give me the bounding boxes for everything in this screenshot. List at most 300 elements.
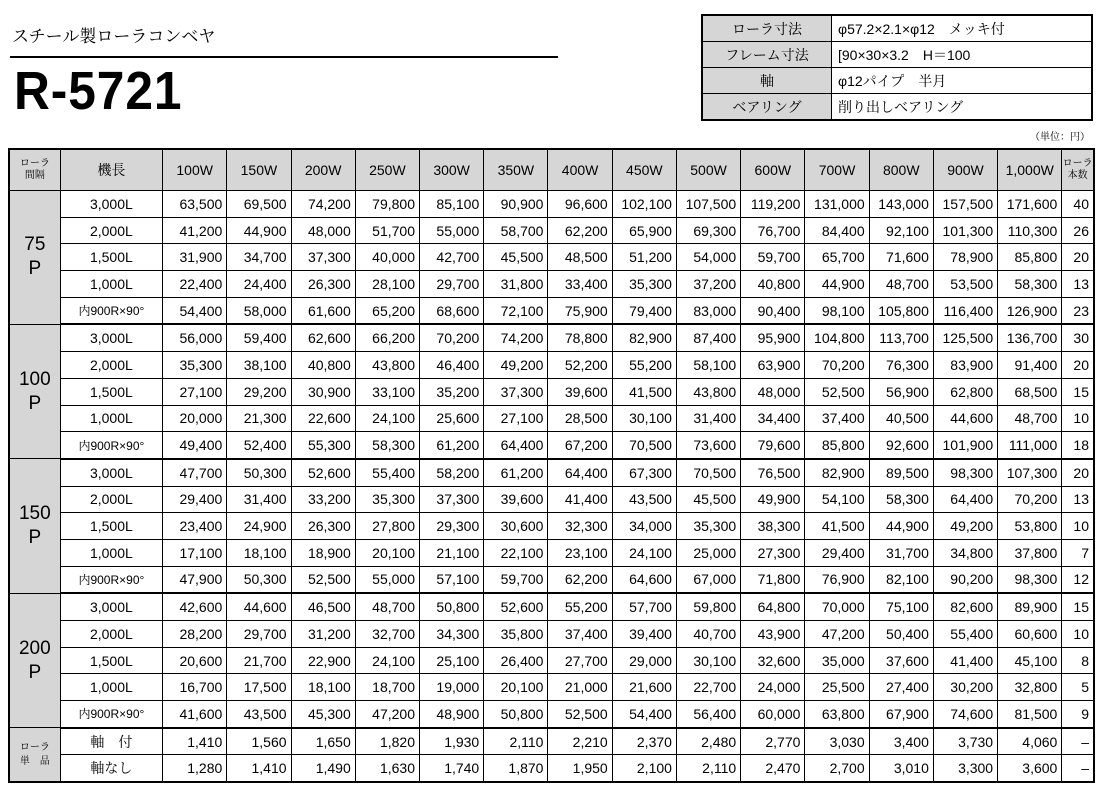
- length-cell: 内900R×90°: [60, 297, 162, 324]
- price-cell: 65,200: [355, 297, 419, 324]
- price-cell: 29,200: [227, 378, 291, 405]
- price-cell: 46,500: [291, 593, 355, 620]
- price-cell: 29,700: [420, 271, 484, 298]
- header-text: 本数: [1067, 170, 1088, 181]
- price-cell: 62,200: [548, 217, 612, 244]
- length-cell: 2,000L: [60, 217, 162, 244]
- price-cell: 18,100: [291, 674, 355, 701]
- price-cell: 18,900: [291, 539, 355, 566]
- price-cell: 41,400: [548, 486, 612, 513]
- price-cell: 107,500: [676, 191, 740, 218]
- price-cell: 3,400: [869, 728, 933, 755]
- price-cell: 41,400: [933, 647, 997, 674]
- price-cell: 83,900: [933, 352, 997, 379]
- header-width: 900W: [933, 149, 997, 191]
- price-cell: 41,600: [163, 701, 227, 728]
- price-cell: 110,300: [998, 217, 1062, 244]
- header-roller-pitch: [9, 149, 60, 191]
- table-row: [9, 486, 1094, 513]
- price-cell: 31,900: [163, 244, 227, 271]
- header-width: 100W: [163, 149, 227, 191]
- price-cell: 43,500: [227, 701, 291, 728]
- table-row: [9, 352, 1094, 379]
- price-cell: 16,700: [163, 674, 227, 701]
- price-cell: 53,500: [933, 271, 997, 298]
- price-cell: 1,650: [291, 728, 355, 755]
- header-width: 350W: [484, 149, 548, 191]
- price-cell: 39,600: [548, 378, 612, 405]
- roller-count-cell: 20: [1062, 244, 1094, 271]
- price-cell: 21,000: [548, 674, 612, 701]
- price-cell: 81,500: [998, 701, 1062, 728]
- price-cell: 44,900: [805, 271, 869, 298]
- price-cell: 64,400: [484, 432, 548, 459]
- price-cell: 52,500: [291, 566, 355, 593]
- price-cell: 32,300: [548, 513, 612, 540]
- price-cell: 54,100: [805, 486, 869, 513]
- roller-count-cell: 10: [1062, 621, 1094, 648]
- spec-row: [702, 15, 1092, 42]
- price-cell: 104,800: [805, 324, 869, 351]
- price-cell: 78,900: [933, 244, 997, 271]
- price-cell: 48,000: [741, 378, 805, 405]
- price-cell: 70,200: [805, 352, 869, 379]
- length-cell: 軸 付: [60, 728, 162, 755]
- price-cell: 2,470: [741, 755, 805, 782]
- price-cell: 70,500: [612, 432, 676, 459]
- table-row: [9, 432, 1094, 459]
- price-cell: 40,800: [291, 352, 355, 379]
- roller-count-cell: 7: [1062, 539, 1094, 566]
- price-cell: 3,300: [933, 755, 997, 782]
- table-row: [9, 621, 1094, 648]
- price-cell: 143,000: [869, 191, 933, 218]
- price-cell: 76,300: [869, 352, 933, 379]
- price-cell: 52,400: [227, 432, 291, 459]
- price-cell: 1,410: [163, 728, 227, 755]
- price-cell: 82,900: [612, 324, 676, 351]
- header-width: 300W: [420, 149, 484, 191]
- price-cell: 67,200: [548, 432, 612, 459]
- price-cell: 21,100: [420, 539, 484, 566]
- price-cell: 34,700: [227, 244, 291, 271]
- price-cell: 57,700: [612, 593, 676, 620]
- price-cell: 73,600: [676, 432, 740, 459]
- price-cell: 52,500: [805, 378, 869, 405]
- price-cell: 22,400: [163, 271, 227, 298]
- price-cell: 75,100: [869, 593, 933, 620]
- spec-row: [702, 42, 1092, 68]
- price-cell: 84,400: [805, 217, 869, 244]
- header-roller-count: [1062, 149, 1094, 191]
- price-cell: 41,500: [805, 513, 869, 540]
- price-cell: 116,400: [933, 297, 997, 324]
- price-cell: 28,100: [355, 271, 419, 298]
- price-cell: 37,800: [998, 539, 1062, 566]
- price-cell: 90,900: [484, 191, 548, 218]
- price-cell: 49,200: [933, 513, 997, 540]
- length-cell: 1,000L: [60, 405, 162, 432]
- price-cell: 53,800: [998, 513, 1062, 540]
- price-cell: 1,950: [548, 755, 612, 782]
- price-cell: 85,800: [998, 244, 1062, 271]
- table-row: [9, 297, 1094, 324]
- price-cell: 98,300: [933, 459, 997, 486]
- price-cell: 102,100: [612, 191, 676, 218]
- price-cell: 54,400: [612, 701, 676, 728]
- price-cell: 56,400: [676, 701, 740, 728]
- price-cell: 27,100: [163, 378, 227, 405]
- price-cell: 48,900: [420, 701, 484, 728]
- price-cell: 50,400: [869, 621, 933, 648]
- price-cell: 58,200: [420, 459, 484, 486]
- price-cell: 58,100: [676, 352, 740, 379]
- price-cell: 32,800: [998, 674, 1062, 701]
- price-cell: 71,600: [869, 244, 933, 271]
- price-cell: 50,800: [420, 593, 484, 620]
- price-cell: 33,400: [548, 271, 612, 298]
- price-cell: 55,000: [420, 217, 484, 244]
- price-cell: 48,700: [869, 271, 933, 298]
- table-row: [9, 405, 1094, 432]
- price-cell: 18,700: [355, 674, 419, 701]
- price-cell: 44,600: [227, 593, 291, 620]
- price-cell: 34,300: [420, 621, 484, 648]
- price-cell: 91,400: [998, 352, 1062, 379]
- price-cell: 68,500: [998, 378, 1062, 405]
- price-cell: 95,900: [741, 324, 805, 351]
- price-cell: 2,210: [548, 728, 612, 755]
- price-cell: 62,800: [933, 378, 997, 405]
- price-cell: 27,400: [869, 674, 933, 701]
- roller-count-cell: 13: [1062, 486, 1094, 513]
- price-cell: 1,820: [355, 728, 419, 755]
- table-row: [9, 755, 1094, 782]
- price-cell: 58,300: [869, 486, 933, 513]
- price-cell: 40,800: [741, 271, 805, 298]
- roller-count-cell: 18: [1062, 432, 1094, 459]
- price-cell: 31,700: [869, 539, 933, 566]
- price-cell: 45,300: [291, 701, 355, 728]
- price-cell: 55,400: [933, 621, 997, 648]
- price-cell: 59,400: [227, 324, 291, 351]
- header-width: 450W: [612, 149, 676, 191]
- price-cell: 1,490: [291, 755, 355, 782]
- price-cell: 1,280: [163, 755, 227, 782]
- price-cell: 125,500: [933, 324, 997, 351]
- table-row: [9, 647, 1094, 674]
- price-cell: 40,700: [676, 621, 740, 648]
- length-cell: 3,000L: [60, 593, 162, 620]
- header-width: 500W: [676, 149, 740, 191]
- price-cell: 1,630: [355, 755, 419, 782]
- header-width: 150W: [227, 149, 291, 191]
- price-cell: 34,800: [933, 539, 997, 566]
- price-cell: 30,100: [612, 405, 676, 432]
- price-cell: 83,000: [676, 297, 740, 324]
- price-cell: 68,600: [420, 297, 484, 324]
- price-cell: 58,700: [484, 217, 548, 244]
- price-cell: 56,900: [869, 378, 933, 405]
- price-cell: 22,100: [484, 539, 548, 566]
- price-cell: 35,300: [163, 352, 227, 379]
- price-cell: 34,400: [741, 405, 805, 432]
- price-cell: 19,000: [420, 674, 484, 701]
- roller-count-cell: –: [1062, 755, 1094, 782]
- price-cell: 79,400: [612, 297, 676, 324]
- price-cell: 3,730: [933, 728, 997, 755]
- price-cell: 67,900: [869, 701, 933, 728]
- price-cell: 74,200: [484, 324, 548, 351]
- price-cell: 2,100: [612, 755, 676, 782]
- pitch-text: P: [28, 392, 42, 414]
- table-row: [9, 728, 1094, 755]
- price-cell: 70,200: [420, 324, 484, 351]
- price-cell: 25,000: [676, 539, 740, 566]
- price-cell: 18,100: [227, 539, 291, 566]
- price-cell: 90,200: [933, 566, 997, 593]
- price-cell: 65,900: [612, 217, 676, 244]
- table-row: [9, 539, 1094, 566]
- price-cell: 21,600: [612, 674, 676, 701]
- price-cell: 3,030: [805, 728, 869, 755]
- price-cell: 20,100: [355, 539, 419, 566]
- price-cell: 2,700: [805, 755, 869, 782]
- price-cell: 45,500: [676, 486, 740, 513]
- price-cell: 24,100: [355, 405, 419, 432]
- price-cell: 20,600: [163, 647, 227, 674]
- title-underline: [10, 56, 558, 58]
- table-row: [9, 674, 1094, 701]
- price-cell: 35,300: [676, 513, 740, 540]
- price-cell: 40,000: [355, 244, 419, 271]
- length-cell: 2,000L: [60, 621, 162, 648]
- roller-count-cell: 20: [1062, 352, 1094, 379]
- price-cell: 25,100: [420, 647, 484, 674]
- price-cell: 64,800: [741, 593, 805, 620]
- table-row: [9, 271, 1094, 298]
- price-cell: 37,400: [805, 405, 869, 432]
- price-cell: 29,700: [227, 621, 291, 648]
- header-width: 1,000W: [998, 149, 1062, 191]
- price-cell: 3,010: [869, 755, 933, 782]
- roller-count-cell: 10: [1062, 513, 1094, 540]
- price-cell: 37,400: [548, 621, 612, 648]
- price-cell: 25,500: [805, 674, 869, 701]
- length-cell: 1,000L: [60, 539, 162, 566]
- price-cell: 39,400: [612, 621, 676, 648]
- price-cell: 17,100: [163, 539, 227, 566]
- price-cell: 59,700: [484, 566, 548, 593]
- price-cell: 46,400: [420, 352, 484, 379]
- price-cell: 44,600: [933, 405, 997, 432]
- price-cell: 1,560: [227, 728, 291, 755]
- price-cell: 47,200: [355, 701, 419, 728]
- pitch-text: 75: [24, 234, 46, 256]
- pitch-text: 単 品: [19, 755, 50, 767]
- price-cell: 45,500: [484, 244, 548, 271]
- price-cell: 30,200: [933, 674, 997, 701]
- price-cell: 72,100: [484, 297, 548, 324]
- price-cell: 98,300: [998, 566, 1062, 593]
- price-cell: 70,200: [998, 486, 1062, 513]
- spec-row: [702, 68, 1092, 94]
- price-cell: 90,400: [741, 297, 805, 324]
- table-row: [9, 378, 1094, 405]
- price-cell: 92,100: [869, 217, 933, 244]
- roller-count-cell: 12: [1062, 566, 1094, 593]
- price-cell: 60,600: [998, 621, 1062, 648]
- price-cell: 50,300: [227, 459, 291, 486]
- price-cell: 29,000: [612, 647, 676, 674]
- price-cell: 59,700: [741, 244, 805, 271]
- price-cell: 43,500: [612, 486, 676, 513]
- price-cell: 75,900: [548, 297, 612, 324]
- roller-count-cell: 20: [1062, 459, 1094, 486]
- price-cell: 35,300: [355, 486, 419, 513]
- price-cell: 48,700: [998, 405, 1062, 432]
- roller-count-cell: 8: [1062, 647, 1094, 674]
- price-cell: 20,000: [163, 405, 227, 432]
- price-cell: 44,900: [227, 217, 291, 244]
- price-cell: 76,700: [741, 217, 805, 244]
- roller-count-cell: 13: [1062, 271, 1094, 298]
- price-cell: 28,500: [548, 405, 612, 432]
- price-cell: 92,600: [869, 432, 933, 459]
- price-cell: 4,060: [998, 728, 1062, 755]
- price-cell: 26,300: [291, 271, 355, 298]
- price-cell: 1,870: [484, 755, 548, 782]
- price-cell: 2,110: [676, 755, 740, 782]
- header-width: 400W: [548, 149, 612, 191]
- price-cell: 101,300: [933, 217, 997, 244]
- price-cell: 47,700: [163, 459, 227, 486]
- price-cell: 79,800: [355, 191, 419, 218]
- roller-count-cell: 10: [1062, 405, 1094, 432]
- price-cell: 43,900: [741, 621, 805, 648]
- price-cell: 131,000: [805, 191, 869, 218]
- price-cell: 89,900: [998, 593, 1062, 620]
- pitch-text: P: [28, 527, 42, 549]
- price-cell: 2,480: [676, 728, 740, 755]
- product-type: スチール製ローラコンベヤ: [12, 27, 216, 46]
- table-row: [9, 217, 1094, 244]
- price-cell: 69,300: [676, 217, 740, 244]
- price-cell: 31,200: [291, 621, 355, 648]
- pitch-cell: [9, 459, 60, 593]
- price-cell: 49,400: [163, 432, 227, 459]
- price-cell: 63,500: [163, 191, 227, 218]
- price-cell: 107,300: [998, 459, 1062, 486]
- pitch-cell: [9, 593, 60, 727]
- price-cell: 37,600: [869, 647, 933, 674]
- pitch-cell: [9, 191, 60, 325]
- table-row: [9, 566, 1094, 593]
- price-cell: 22,600: [291, 405, 355, 432]
- pitch-text: 100: [18, 368, 51, 390]
- price-table: [8, 148, 1095, 783]
- price-cell: 38,300: [741, 513, 805, 540]
- table-row: [9, 324, 1094, 351]
- price-cell: 42,700: [420, 244, 484, 271]
- price-cell: 157,500: [933, 191, 997, 218]
- price-cell: 111,000: [998, 432, 1062, 459]
- pitch-text: 150: [18, 503, 51, 525]
- price-cell: 24,100: [355, 647, 419, 674]
- spec-label: フレーム寸法: [702, 42, 832, 68]
- pitch-cell: [9, 728, 60, 782]
- price-cell: 35,200: [420, 378, 484, 405]
- price-cell: 61,200: [484, 459, 548, 486]
- price-cell: 28,200: [163, 621, 227, 648]
- price-cell: 101,900: [933, 432, 997, 459]
- price-cell: 64,400: [548, 459, 612, 486]
- price-cell: 85,100: [420, 191, 484, 218]
- length-cell: 内900R×90°: [60, 566, 162, 593]
- length-cell: 1,500L: [60, 378, 162, 405]
- price-cell: 22,700: [676, 674, 740, 701]
- price-cell: 74,600: [933, 701, 997, 728]
- price-cell: 50,800: [484, 701, 548, 728]
- price-cell: 82,600: [933, 593, 997, 620]
- price-cell: 33,100: [355, 378, 419, 405]
- price-cell: 55,300: [291, 432, 355, 459]
- roller-count-cell: 5: [1062, 674, 1094, 701]
- roller-count-cell: 15: [1062, 593, 1094, 620]
- price-cell: 45,100: [998, 647, 1062, 674]
- table-row: [9, 191, 1094, 218]
- price-cell: 52,500: [548, 701, 612, 728]
- price-cell: 29,400: [805, 539, 869, 566]
- price-cell: 47,200: [805, 621, 869, 648]
- price-cell: 40,500: [869, 405, 933, 432]
- price-cell: 29,400: [163, 486, 227, 513]
- price-cell: 52,600: [484, 593, 548, 620]
- price-cell: 54,000: [676, 244, 740, 271]
- length-cell: 内900R×90°: [60, 432, 162, 459]
- price-cell: 35,800: [484, 621, 548, 648]
- length-cell: 軸なし: [60, 755, 162, 782]
- price-cell: 37,300: [420, 486, 484, 513]
- price-cell: 27,100: [484, 405, 548, 432]
- price-cell: 56,000: [163, 324, 227, 351]
- price-cell: 79,600: [741, 432, 805, 459]
- price-cell: 38,100: [227, 352, 291, 379]
- price-cell: 24,400: [227, 271, 291, 298]
- header-width: 250W: [355, 149, 419, 191]
- price-cell: 50,300: [227, 566, 291, 593]
- price-cell: 66,200: [355, 324, 419, 351]
- price-cell: 47,900: [163, 566, 227, 593]
- pitch-text: 200: [18, 637, 51, 659]
- table-row: [9, 513, 1094, 540]
- spec-label: ベアリング: [702, 94, 832, 121]
- price-cell: 55,200: [612, 352, 676, 379]
- price-cell: 31,400: [676, 405, 740, 432]
- price-cell: 17,500: [227, 674, 291, 701]
- price-cell: 61,600: [291, 297, 355, 324]
- price-cell: 89,500: [869, 459, 933, 486]
- price-cell: 78,800: [548, 324, 612, 351]
- length-cell: 1,500L: [60, 513, 162, 540]
- price-cell: 41,500: [612, 378, 676, 405]
- price-cell: 35,300: [612, 271, 676, 298]
- price-cell: 27,700: [548, 647, 612, 674]
- price-cell: 60,000: [741, 701, 805, 728]
- price-cell: 3,600: [998, 755, 1062, 782]
- price-cell: 55,200: [548, 593, 612, 620]
- price-cell: 55,000: [355, 566, 419, 593]
